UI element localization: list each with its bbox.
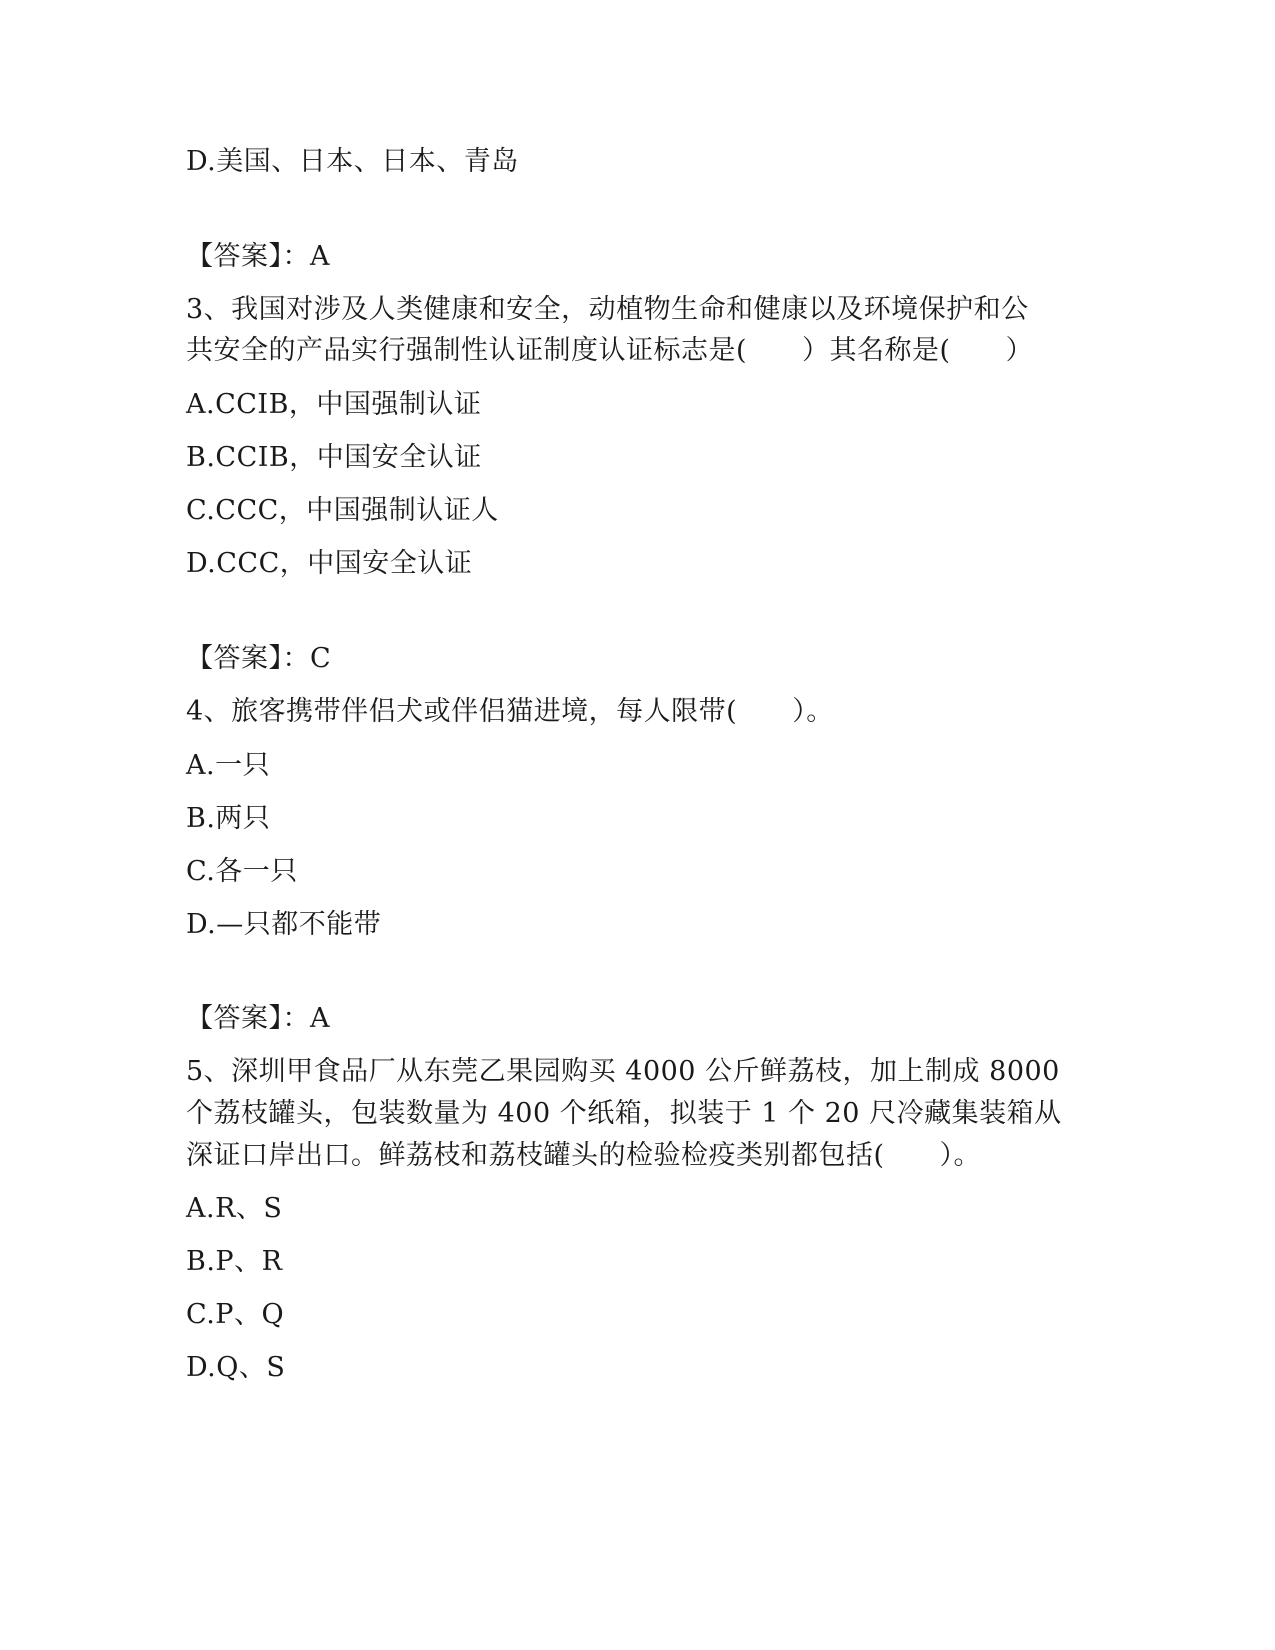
q5-stem-line2: 个荔枝罐头，包装数量为 400 个纸箱，拟装于 1 个 20 尺冷藏集装箱从 bbox=[186, 1098, 1062, 1129]
q3-stem-line1: 3、我国对涉及人类健康和安全，动植物生命和健康以及环境保护和公 bbox=[186, 294, 1029, 325]
q3-option-c: C.CCC，中国强制认证人 bbox=[186, 495, 499, 526]
q5-option-c: C.P、Q bbox=[186, 1299, 285, 1330]
q2-option-d: D.美国、日本、日本、青岛 bbox=[186, 146, 519, 177]
q4-stem: 4、旅客携带伴侣犬或伴侣猫进境，每人限带( ）。 bbox=[186, 696, 834, 727]
q5-option-a: A.R、S bbox=[186, 1193, 283, 1224]
q4-option-d: D.—只都不能带 bbox=[186, 909, 382, 940]
q5-option-d: D.Q、S bbox=[186, 1352, 286, 1383]
q2-answer: 【答案】：A bbox=[186, 241, 330, 272]
q5-stem-line1: 5、深圳甲食品厂从东莞乙果园购买 4000 公斤鲜荔枝，加上制成 8000 bbox=[186, 1056, 1060, 1087]
q4-answer: 【答案】：A bbox=[186, 1003, 330, 1034]
q3-stem-line2: 共安全的产品实行强制性认证制度认证标志是( ）其名称是( ） bbox=[186, 335, 1034, 366]
q3-answer: 【答案】：C bbox=[186, 643, 332, 674]
q4-option-b: B.两只 bbox=[186, 803, 271, 834]
q5-option-b: B.P、R bbox=[186, 1246, 283, 1277]
q4-option-c: C.各一只 bbox=[186, 856, 298, 887]
q3-option-b: B.CCIB，中国安全认证 bbox=[186, 442, 482, 473]
q3-option-d: D.CCC，中国安全认证 bbox=[186, 548, 473, 579]
q3-option-a: A.CCIB，中国强制认证 bbox=[186, 389, 482, 420]
q5-stem-line3: 深证口岸出口。鲜荔枝和荔枝罐头的检验检疫类别都包括( ）。 bbox=[186, 1140, 982, 1171]
q4-option-a: A.一只 bbox=[186, 750, 271, 781]
